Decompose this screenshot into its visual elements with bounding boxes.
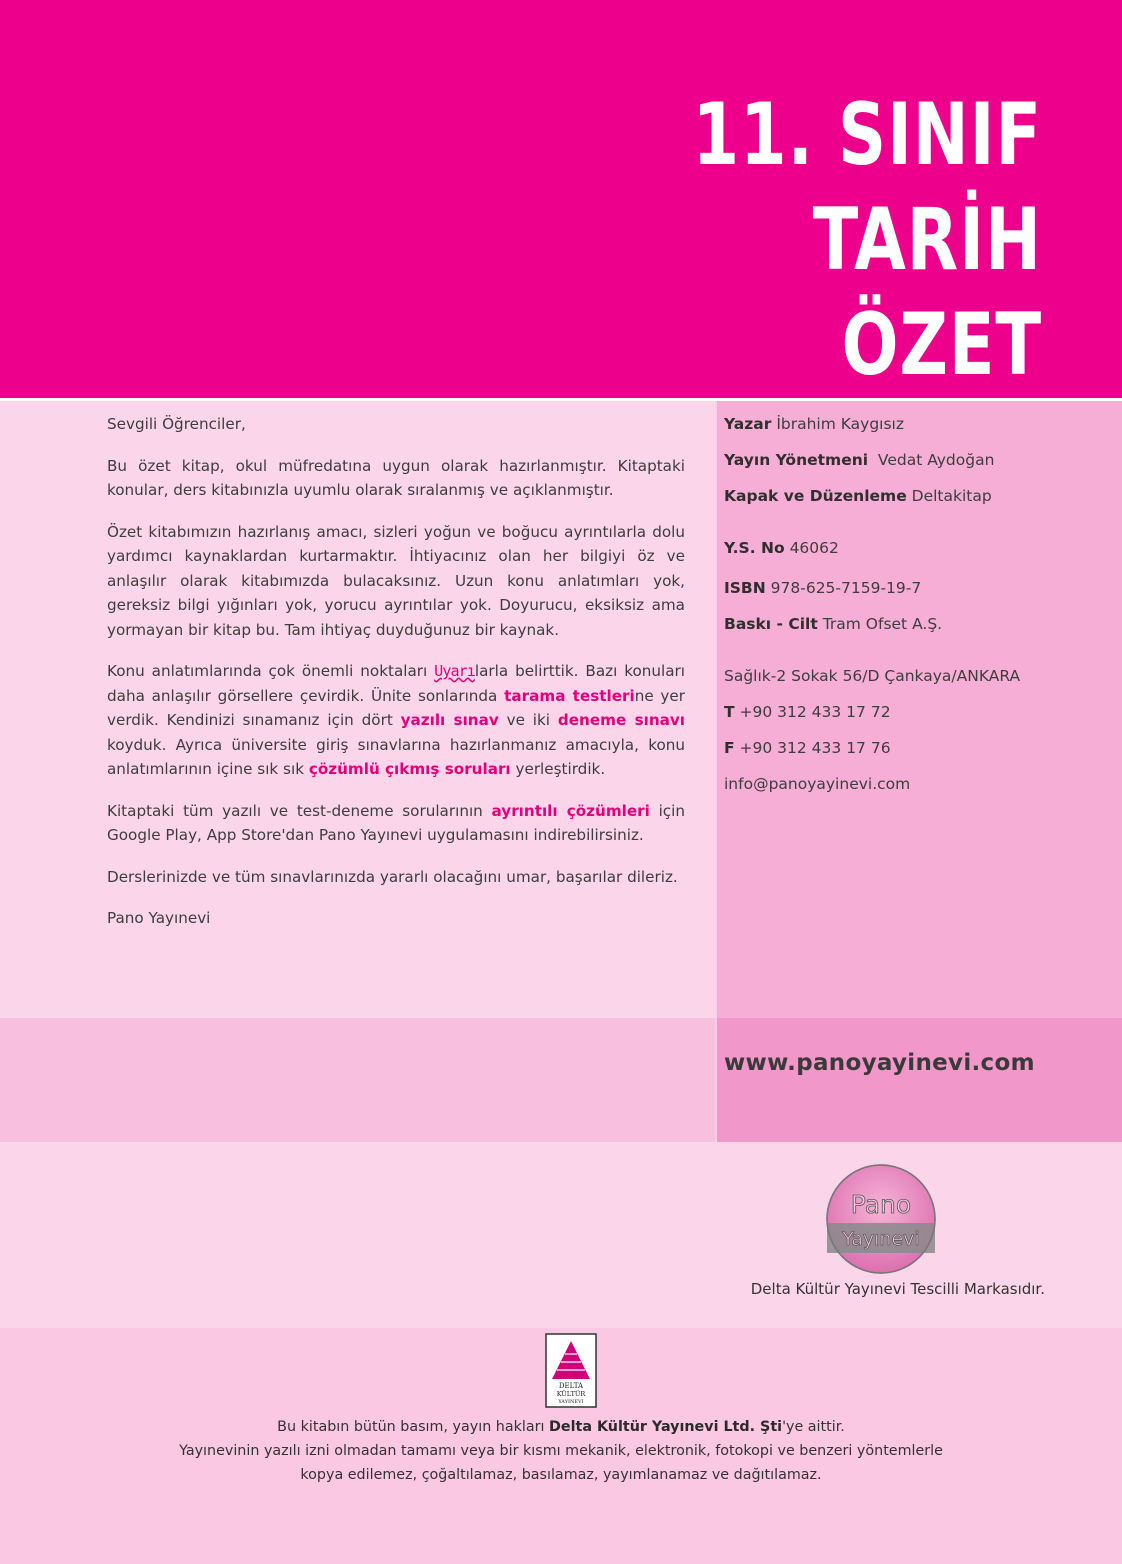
trademark-text: Delta Kültür Yayınevi Tescilli Markasıdır. [750,1280,1045,1298]
value: Deltakitap [911,487,992,505]
value: 978-625-7159-19-7 [770,579,922,597]
pano-logo-line2: Yayınevi [842,1228,920,1250]
letter-signature: Pano Yayınevi [107,909,211,927]
value: İbrahim Kaygısız [776,415,904,433]
label: ISBN [724,579,766,597]
label: Y.S. No [724,539,785,557]
credit-phone [724,700,1114,736]
letter-paragraph-2: Özet kitabımızın hazırlanış amacı, sizleri yoğun ve boğucu ayrıntılarla dolu yardımcı kaynaklardan kurtarmaktır. İhtiyacınız olan her bilgiyi öz ve anlaşılır olarak kitabımızda bulacaksınız. Uzun konu anlatımları yok, gereksiz bilgi yığınları yok, yorucu ayrıntılar yok. Doyurucu, eksiksiz ama yormayan bir kitap bu. Tam ihtiyaç duyduğunuz bir kaynak. [107,522,685,639]
letter-paragraph-4 [107,799,685,848]
title-subject: TARİH [812,190,1042,290]
band-left [0,1018,715,1142]
text: ne yer verdik. Kendinizi sınamanız için dört [107,686,686,729]
logo-area [0,1142,1122,1328]
credit-fax [724,736,1114,772]
text: için Google Play, App Store'dan Pano Yayınevi uygulamasını indirebilirsiniz. [107,801,685,844]
copyright-line-1 [0,1415,1122,1439]
title-grade: 11. SINIF [692,85,1042,185]
cover-header [0,0,1122,398]
text: ve iki [498,711,558,729]
band-right [717,1018,1122,1142]
credit-cover [724,484,1114,520]
credit-author [724,412,1114,448]
preface-letter [107,412,685,948]
label: Baskı - Cilt [724,615,818,633]
credit-director [724,448,1114,484]
text: Konu anlatımlarında çok önemli noktaları [107,662,435,680]
credit-ys [724,536,1114,576]
delta-logo-line3: YAYINEVI [558,1399,584,1405]
label: Yayın Yönetmeni [724,451,869,469]
value: Vedat Aydoğan [877,451,995,469]
delta-logo-line1: DELTA [558,1382,584,1390]
company-name: Delta Kültür Yayınevi Ltd. Şti [549,1419,783,1435]
label: T [724,703,735,721]
letter-paragraph-3 [107,659,685,782]
letter-paragraph-1: Bu özet kitap, okul müfredatına uygun olarak hazırlanmıştır. Kitaptaki konular, ders kitabınızla uyumlu olarak sıralanmış ve açıklanmıştır. [107,456,685,499]
label: F [724,739,735,757]
text: Bu kitabın bütün basım, yayın hakları [277,1419,550,1435]
highlight-yazili: yazılı sınav [400,711,499,729]
text: 'ye aittir. [782,1419,845,1435]
copyright-notice [0,1415,1122,1487]
value: Tram Ofset A.Ş. [822,615,943,633]
text: larla belirttik. Bazı konuları daha anlaşılır görsellere çevirdik. Ünite sonlarında [107,662,686,705]
highlight-cozumler: ayrıntılı çözümleri [491,801,650,820]
text: Kitaptaki tüm yazılı ve test-deneme sorularının [107,801,492,820]
credits-list [724,412,1114,808]
pano-logo [825,1163,937,1275]
value: +90 312 433 17 76 [739,739,891,757]
credit-email: info@panoyayinevi.com [724,775,911,793]
text: koyduk. Ayrıca üniversite giriş sınavlarına hazırlanmanız amacıyla, konu anlatımlarının içine sık sık [107,735,685,778]
highlight-tarama: tarama testleri [504,686,635,705]
copyright-line-3: kopya edilemez, çoğaltılamaz, basılamaz, yayımlanamaz ve dağıtılamaz. [300,1467,822,1483]
label: Kapak ve Düzenleme [724,487,907,505]
pano-logo-line1: Pano [850,1190,912,1219]
credit-print [724,612,1114,648]
credit-address: Sağlık-2 Sokak 56/D Çankaya/ANKARA [724,667,1021,685]
delta-logo [545,1333,597,1408]
value: 46062 [789,539,839,557]
uyari-highlight: Uyarı [434,662,475,680]
credit-isbn [724,576,1114,612]
copyright-line-2: Yayınevinin yazılı izni olmadan tamamı veya bir kısmı mekanik, elektronik, fotokopi ve benzeri yöntemlerle [179,1443,943,1459]
text: yerleştirdik. [510,760,606,778]
value: +90 312 433 17 72 [739,703,891,721]
website-url: www.panoyayinevi.com [724,1050,1035,1076]
title-type: ÖZET [841,295,1042,395]
letter-paragraph-5: Derslerinizde ve tüm sınavlarınızda yararlı olacağını umar, başarılar dileriz. [107,867,678,886]
letter-greeting: Sevgili Öğrenciler, [107,415,246,433]
highlight-deneme: deneme sınavı [557,711,685,729]
label: Yazar [724,415,772,433]
delta-logo-line2: KÜLTÜR [556,1390,586,1398]
highlight-cozumlu: çözümlü çıkmış soruları [308,760,511,778]
